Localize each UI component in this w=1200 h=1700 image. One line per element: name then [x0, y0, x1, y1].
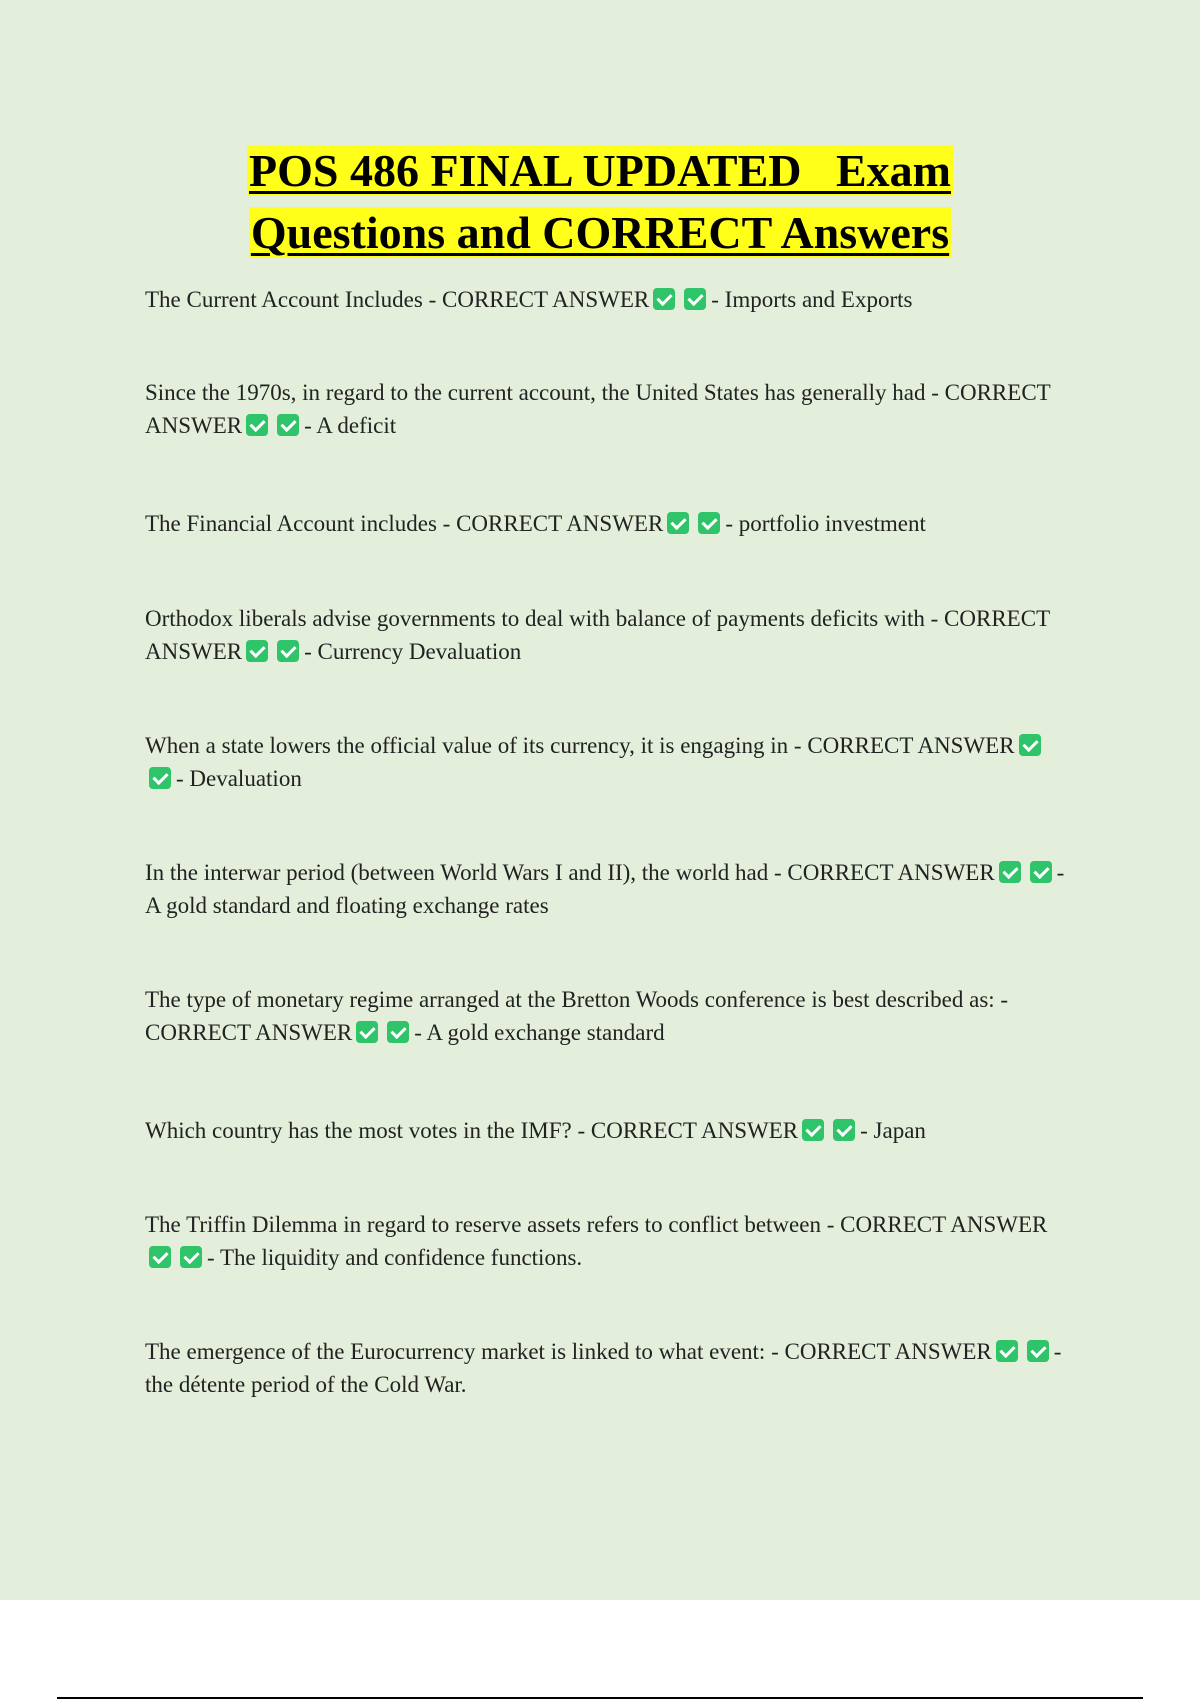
- qa-item: [145, 1114, 1075, 1147]
- correct-answer-label: CORRECT ANSWER: [590, 1118, 799, 1143]
- check-box-icon: [149, 767, 171, 789]
- answer-text: - A gold standard and floating exchange rates: [145, 860, 1065, 918]
- check-box-icon: [387, 1021, 409, 1043]
- check-box-icon: [277, 414, 299, 436]
- answer-text: - Devaluation: [176, 766, 302, 791]
- check-box-icon: [277, 640, 299, 662]
- correct-answer-label: CORRECT ANSWER: [807, 733, 1015, 758]
- correct-answer-label: CORRECT ANSWER: [442, 287, 650, 312]
- qa-item: [145, 602, 1075, 668]
- check-box-icon: [996, 1340, 1018, 1362]
- question-text: When a state lowers the official value of its currency, it is engaging in -: [145, 733, 808, 758]
- footer-divider: [57, 1697, 1143, 1699]
- correct-answer-label: CORRECT ANSWER: [787, 860, 995, 885]
- check-box-icon: [246, 414, 268, 436]
- correct-answer-label: CORRECT ANSWER: [145, 380, 1051, 438]
- correct-answer-label: CORRECT ANSWER: [145, 606, 1050, 664]
- question-text: The Financial Account includes -: [145, 511, 457, 536]
- qa-item: [145, 983, 1075, 1049]
- question-text: The Current Account Includes -: [145, 287, 442, 312]
- check-box-icon: [833, 1119, 855, 1141]
- qa-item: [145, 856, 1075, 922]
- check-box-icon: [356, 1021, 378, 1043]
- check-box-icon: [684, 288, 706, 310]
- document-title: [0, 140, 1200, 264]
- qa-item: [145, 1335, 1075, 1401]
- answer-text: - A gold exchange standard: [414, 1020, 665, 1045]
- check-box-icon: [149, 1246, 171, 1268]
- answer-text: - Japan: [860, 1118, 926, 1143]
- answer-text: - the détente period of the Cold War.: [145, 1339, 1062, 1397]
- answer-text: - Imports and Exports: [711, 287, 913, 312]
- check-box-icon: [999, 861, 1021, 883]
- question-text: The type of monetary regime arranged at the Bretton Woods conference is best described as: -: [145, 987, 1009, 1012]
- check-box-icon: [667, 512, 689, 534]
- correct-answer-label: CORRECT ANSWER: [456, 511, 664, 536]
- correct-answer-label: CORRECT ANSWER: [784, 1339, 992, 1364]
- question-text: Orthodox liberals advise governments to deal with balance of payments deficits with -: [145, 606, 945, 631]
- check-box-icon: [802, 1119, 824, 1141]
- title-line-1: POS 486 FINAL UPDATED Exam: [249, 145, 951, 196]
- check-box-icon: [1019, 734, 1041, 756]
- question-text: In the interwar period (between World Wars I and II), the world had -: [145, 860, 788, 885]
- check-box-icon: [1030, 861, 1052, 883]
- answer-text: - Currency Devaluation: [304, 639, 522, 664]
- qa-item: [145, 729, 1075, 795]
- question-text: Since the 1970s, in regard to the current account, the United States has generally had -: [145, 380, 945, 405]
- question-text: The emergence of the Eurocurrency market is linked to what event: -: [145, 1339, 785, 1364]
- answer-text: - portfolio investment: [725, 511, 926, 536]
- qa-item: [145, 507, 1075, 540]
- check-box-icon: [246, 640, 268, 662]
- qa-item: [145, 1208, 1075, 1274]
- title-line-2: Questions and CORRECT Answers: [250, 207, 950, 258]
- correct-answer-label: CORRECT ANSWER: [145, 1020, 353, 1045]
- answer-text: - The liquidity and confidence functions.: [207, 1245, 583, 1270]
- qa-item: [145, 283, 1075, 316]
- question-text: Which country has the most votes in the IMF? -: [145, 1118, 591, 1143]
- correct-answer-label: CORRECT ANSWER: [840, 1212, 1048, 1237]
- check-box-icon: [653, 288, 675, 310]
- answer-text: - A deficit: [304, 413, 397, 438]
- check-box-icon: [1027, 1340, 1049, 1362]
- check-box-icon: [180, 1246, 202, 1268]
- question-text: The Triffin Dilemma in regard to reserve assets refers to conflict between -: [145, 1212, 841, 1237]
- check-box-icon: [698, 512, 720, 534]
- qa-item: [145, 376, 1075, 442]
